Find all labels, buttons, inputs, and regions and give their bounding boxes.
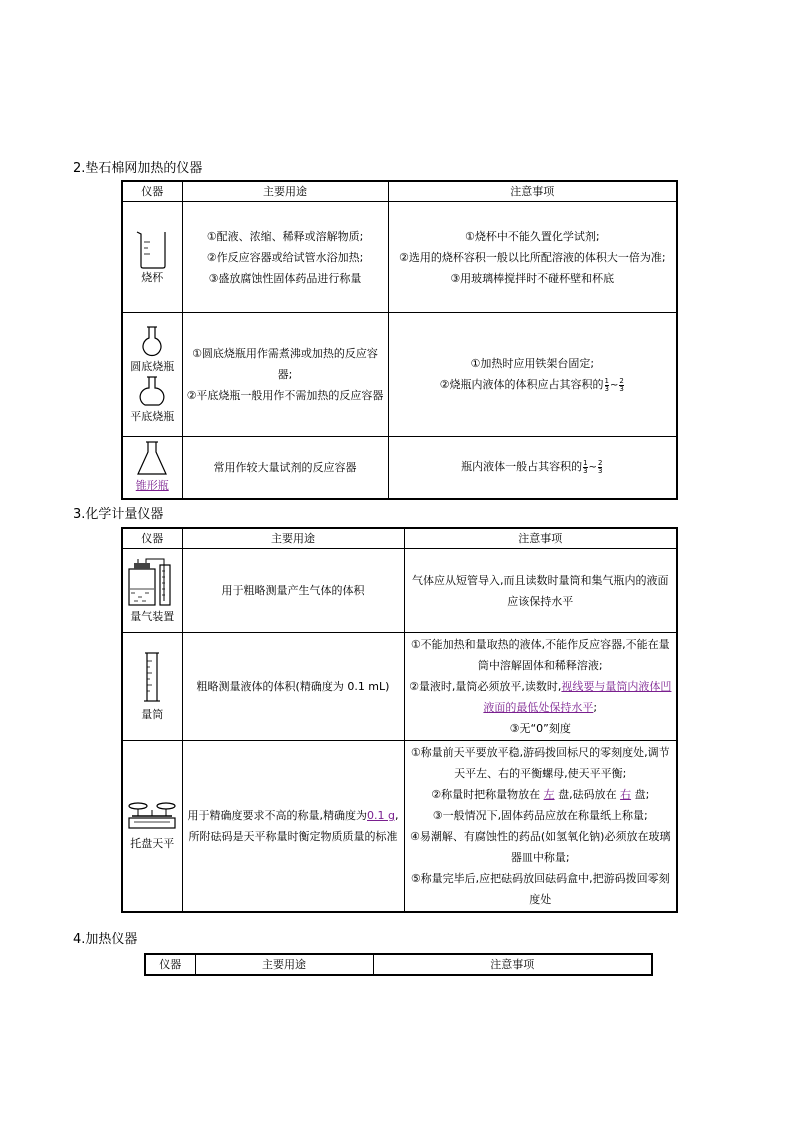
- instrument-cell: [122, 202, 182, 313]
- range-tilde: ~: [609, 380, 619, 391]
- answer-blank: 左: [543, 788, 555, 801]
- use-line: ②作反应容器或给试管水浴加热;: [206, 250, 364, 264]
- note-line: ③无“0”刻度: [509, 722, 571, 735]
- fraction-two-thirds: [619, 378, 623, 393]
- note-line: ③一般情况下,固体药品应放在称量纸上称量;: [432, 809, 648, 822]
- note-line: [408, 784, 674, 805]
- answer-blank: 右: [620, 788, 632, 801]
- use-line: ②平底烧瓶一般用作不需加热的反应容器: [186, 389, 384, 402]
- note-line: ①烧杯中不能久置化学试剂;: [464, 229, 600, 243]
- use-line: ③盛放腐蚀性固体药品进行称量: [208, 271, 362, 285]
- uses-cell: 粗略测量液体的体积(精确度为 0.1 mL): [182, 633, 404, 741]
- range-tilde: ~: [588, 462, 597, 474]
- uses-cell: [182, 313, 388, 437]
- notes-cell: 气体应从短管导入,而且读数时量筒和集气瓶内的液面应该保持水平: [404, 549, 677, 633]
- col-header-uses: 主要用途: [182, 181, 388, 202]
- frac-num: 1: [604, 376, 609, 385]
- col-header-notes: 注意事项: [388, 181, 677, 202]
- col-header-instrument: 仪器: [122, 528, 182, 549]
- uses-cell: [182, 741, 404, 913]
- note-line: ④易潮解、有腐蚀性的药品(如氢氧化钠)必须放在玻璃器皿中称量;: [410, 830, 671, 864]
- instrument-label: 烧杯: [141, 271, 164, 284]
- note-line: ③用玻璃棒搅拌时不碰杯壁和杯底: [450, 271, 615, 285]
- col-header-uses: 主要用途: [182, 528, 404, 549]
- table-row: [122, 741, 677, 913]
- notes-cell: [404, 633, 677, 741]
- heating-instruments-table: [144, 953, 653, 976]
- frac-num: 1: [583, 458, 588, 467]
- instrument-label: 圆底烧瓶: [130, 359, 175, 373]
- col-header-uses: 主要用途: [195, 954, 373, 975]
- note-text: 盘;: [634, 788, 650, 801]
- note-text: ②称量时把称量物放在: [431, 788, 541, 801]
- heating-with-gauze-table: [121, 180, 678, 500]
- uses-cell: [182, 202, 388, 313]
- note-line: ①加热时应用铁架台固定;: [470, 357, 595, 370]
- instrument-label: 平底烧瓶: [130, 409, 175, 423]
- beaker-icon: [134, 228, 170, 270]
- instrument-cell: [122, 633, 182, 741]
- balance-scale-icon: [126, 800, 178, 836]
- instrument-label: 托盘天平: [130, 837, 175, 850]
- col-header-notes: 注意事项: [373, 954, 652, 975]
- fraction-two-thirds: [598, 460, 602, 475]
- use-line: ①圆底烧瓶用作需煮沸或加热的反应容器;: [192, 347, 378, 381]
- section-4-heading: 4.加热仪器: [73, 932, 138, 947]
- table-row: [122, 549, 677, 633]
- instrument-cell: [122, 549, 182, 633]
- section-2-heading: 2.垫石棉网加热的仪器: [73, 161, 203, 176]
- notes-cell: [388, 437, 677, 499]
- table-row: [122, 633, 677, 741]
- answer-blank: 视线要与量筒内液体凹液面的最低处保持水平: [483, 680, 672, 714]
- frac-num: 2: [597, 458, 603, 467]
- measuring-instruments-table: [121, 527, 678, 913]
- notes-cell: [388, 313, 677, 437]
- note-line: ⑤称量完毕后,应把砝码放回砝码盒中,把游码拨回零刻度处: [410, 872, 670, 906]
- fraction-one-third: [583, 460, 587, 475]
- instrument-cell: [122, 437, 182, 499]
- notes-cell: [404, 741, 677, 913]
- frac-num: 2: [619, 376, 624, 385]
- use-text: 用于精确度要求不高的称量,精确度为: [187, 809, 367, 822]
- col-header-instrument: 仪器: [122, 181, 182, 202]
- note-line: ①称量前天平要放平稳,游码拨回标尺的零刻度处,调节天平左、右的平衡螺母,使天平平衡;: [410, 746, 670, 780]
- gas-measuring-apparatus-icon: [126, 557, 178, 609]
- round-bottom-flask-icon: [138, 325, 166, 359]
- use-text: ,所附砝码是天平称量时衡定物质质量的标准: [188, 809, 399, 843]
- instrument-cell: [122, 313, 182, 437]
- graduated-cylinder-icon: [140, 651, 164, 707]
- answer-blank: 0.1 g: [367, 809, 395, 822]
- note-text: 瓶内液体一般占其容积的: [461, 460, 583, 474]
- table-row: [122, 313, 677, 437]
- note-text: 盘,砝码放在: [558, 788, 617, 801]
- fraction-one-third: [605, 378, 609, 393]
- note-line: ①不能加热和量取热的液体,不能作反应容器,不能在量筒中溶解固体和稀释溶液;: [410, 638, 670, 672]
- instrument-label: 量气装置: [130, 609, 175, 623]
- note-text: ②烧瓶内液体的体积应占其容积的: [439, 378, 604, 391]
- note-line: [392, 374, 674, 396]
- uses-cell: 常用作较大量试剂的反应容器: [182, 437, 388, 499]
- table-row: [122, 202, 677, 313]
- frac-den: 3: [619, 384, 624, 393]
- col-header-notes: 注意事项: [404, 528, 677, 549]
- section-3-heading: 3.化学计量仪器: [73, 507, 164, 522]
- note-text: ;: [593, 701, 598, 714]
- note-line: ②选用的烧杯容积一般以比所配溶液的体积大一倍为准;: [398, 250, 666, 264]
- note-line: [408, 676, 674, 718]
- conical-flask-icon: [134, 440, 170, 478]
- flat-bottom-flask-icon: [138, 375, 166, 409]
- table-row: [122, 437, 677, 499]
- frac-den: 3: [597, 466, 603, 475]
- note-text: ②量液时,量筒必须放平,读数时,: [409, 680, 562, 693]
- instrument-label: 量筒: [141, 707, 164, 721]
- frac-den: 3: [604, 384, 609, 393]
- frac-den: 3: [583, 466, 588, 475]
- uses-cell: 用于粗略测量产生气体的体积: [182, 549, 404, 633]
- notes-cell: [388, 202, 677, 313]
- conical-flask-link[interactable]: 锥形瓶: [135, 479, 169, 493]
- instrument-cell: [122, 741, 182, 913]
- use-line: ①配液、浓缩、稀释或溶解物质;: [206, 229, 364, 243]
- col-header-instrument: 仪器: [145, 954, 195, 975]
